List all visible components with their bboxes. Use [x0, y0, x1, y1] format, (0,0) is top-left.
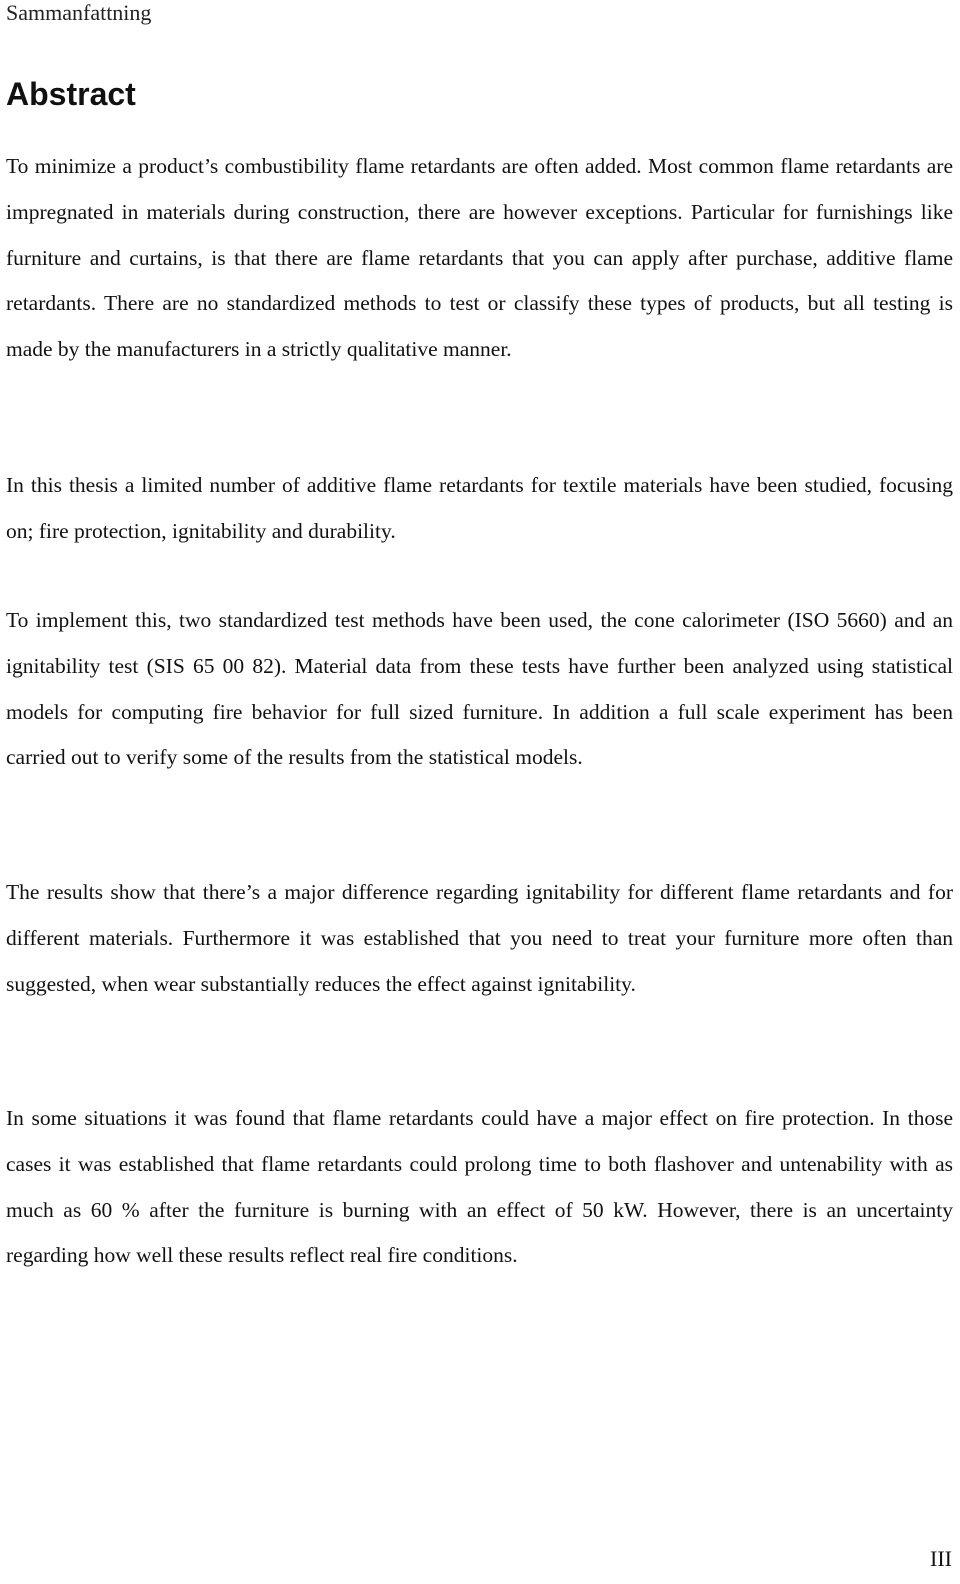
abstract-paragraph-3: To implement this, two standardized test methods have been used, the cone calorimeter (ISO 5660) and an ignitability test (SIS 65 00 82). Material data from these tests have further been analyzed using statistical models for computing fire behavior for full sized furniture. In addition a full scale experiment has been carried out to verify some of the results from the statistical models.: [6, 608, 953, 770]
page-number: III: [930, 1546, 952, 1571]
abstract-paragraph-2: In this thesis a limited number of additive flame retardants for textile materials have been studied, focusing on; fire protection, ignitability and durability.: [6, 473, 953, 543]
abstract-paragraph-5: In some situations it was found that flame retardants could have a major effect on fire protection. In those cases it was established that flame retardants could prolong time to both flashover and untenability with as much as 60 % after the furniture is burning with an effect of 50 kW. However, there is an uncertainty regarding how well these results reflect real fire conditions.: [6, 1106, 953, 1268]
abstract-paragraph-4: The results show that there’s a major difference regarding ignitability for different flame retardants and for different materials. Furthermore it was established that you need to treat your furniture more often than suggested, when wear substantially reduces the effect against ignitability.: [6, 880, 953, 996]
abstract-paragraph-1: To minimize a product’s combustibility flame retardants are often added. Most common flame retardants are impregnated in materials during construction, there are however exceptions. Particular for furnishings like furniture and curtains, is that there are flame retardants that you can apply after purchase, additive flame retardants. There are no standardized methods to test or classify these types of products, but all testing is made by the manufacturers in a strictly qualitative manner.: [6, 154, 953, 362]
running-header: Sammanfattning: [6, 0, 152, 25]
section-heading: Abstract: [6, 76, 136, 112]
